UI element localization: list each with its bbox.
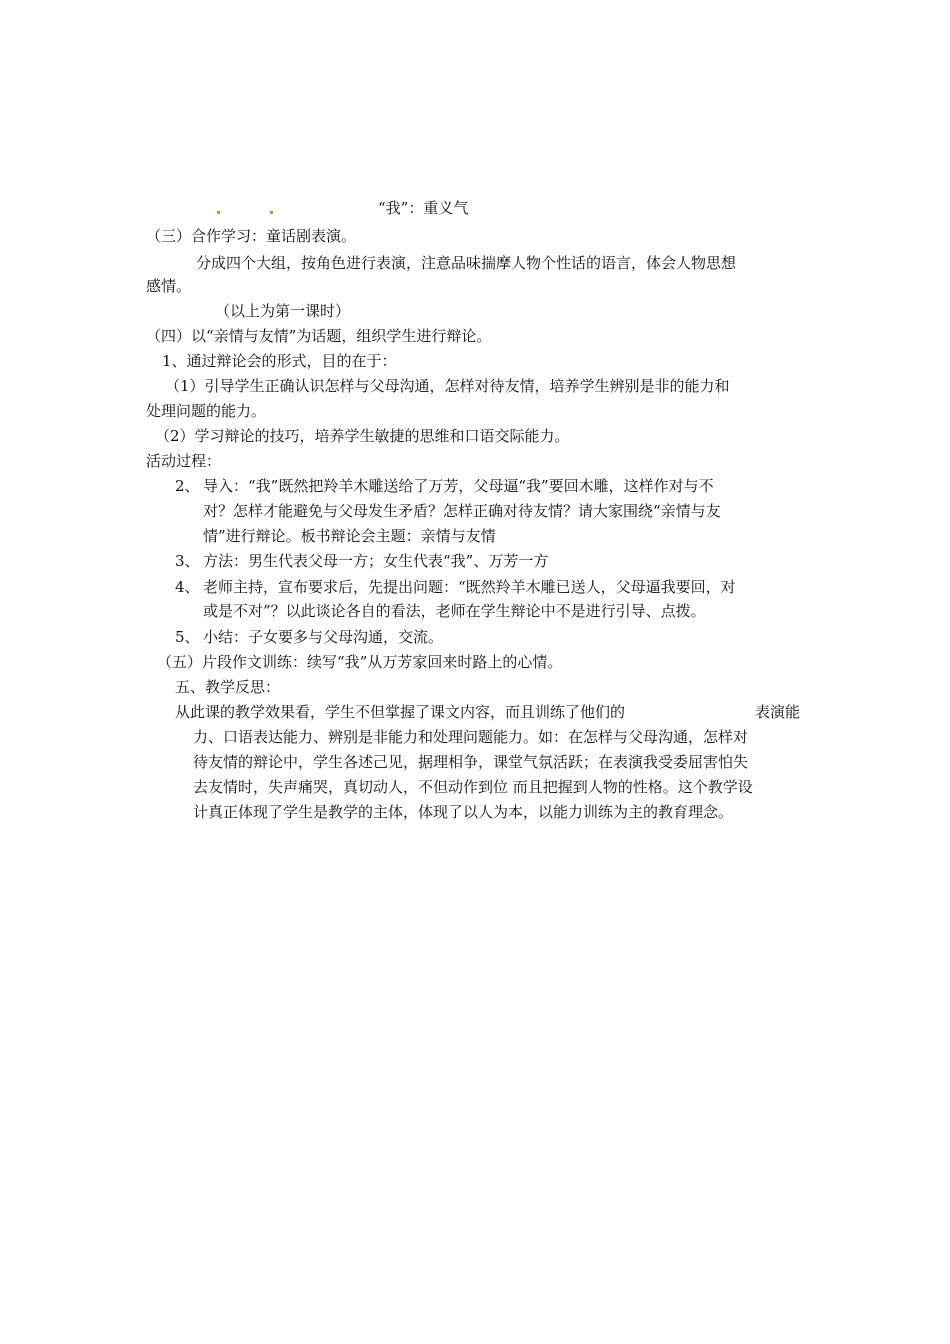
- step-4-line-2: 或是不对”？以此谈论各自的看法，老师在学生辩论中不是进行引导、点拨。: [203, 602, 706, 620]
- reflection-line-3: 待友情的辩论中，学生各述己见，据理相争，课堂气氛活跃；在表演我受委屈害怕失: [193, 753, 749, 771]
- section-3-body-line-1: 分成四个大组，按角色进行表演，注意品味揣摩人物个性话的语言，体会人物思想: [196, 254, 737, 272]
- step-5-number: 5、: [175, 628, 200, 646]
- step-2-line-3: 情”进行辩论。板书辩论会主题：亲情与友情: [203, 527, 496, 545]
- step-2-line-1: 导入：“我”既然把羚羊木雕送给了万芳，父母逼“我”要回木雕，这样作对与不: [203, 477, 714, 495]
- reflection-line-1-a: 从此课的教学效果看，学生不但掌握了课文内容，而且训练了他们的: [175, 703, 626, 721]
- section-4-heading: （四）以“亲情与友情”为话题，组织学生进行辩论。: [146, 327, 492, 345]
- first-lesson-note: （以上为第一课时）: [215, 302, 351, 320]
- decorative-dot: [217, 211, 220, 214]
- sub-item-1-line-2: 处理问题的能力。: [146, 402, 267, 420]
- section-3-heading: （三）合作学习：童话剧表演。: [146, 227, 357, 245]
- sub-item-2: （2）学习辩论的技巧，培养学生敏捷的思维和口语交际能力。: [155, 427, 570, 445]
- process-label: 活动过程：: [146, 452, 222, 470]
- sub-item-1-line-1: （1）引导学生正确认识怎样与父母沟通，怎样对待友情，培养学生辨别是非的能力和: [165, 377, 730, 395]
- step-2-number: 2、: [175, 477, 200, 495]
- step-2-line-2: 对？怎样才能避免与父母发生矛盾？怎样正确对待友情？请大家围绕“亲情与友: [203, 502, 721, 520]
- section-3-body-line-2: 感情。: [146, 277, 192, 295]
- reflection-line-5: 计真正体现了学生是教学的主体，体现了以人为本，以能力训练为主的教育理念。: [193, 803, 734, 821]
- step-4-line-1: 老师主持，宣布要求后，先提出问题：“既然羚羊木雕已送人，父母逼我要回，对: [203, 578, 736, 596]
- reflection-heading: 五、教学反思：: [175, 678, 281, 696]
- reflection-line-2: 力、口语表达能力、辨别是非能力和处理问题能力。如：在怎样与父母沟通，怎样对: [193, 728, 749, 746]
- section-5-heading: （五）片段作文训练：续写“我”从万芳家回来时路上的心情。: [157, 653, 563, 671]
- decorative-dot: [270, 211, 273, 214]
- step-3-number: 3、: [175, 552, 200, 570]
- step-5-text: 小结：子女要多与父母沟通，交流。: [203, 628, 444, 646]
- step-3-text: 方法：男生代表父母一方；女生代表“我”、万芳一方: [203, 552, 549, 570]
- reflection-line-4: 去友情时，失声痛哭，真切动人，不但动作到位 而且把握到人物的性格。这个教学设: [193, 778, 753, 796]
- item-1: 1、通过辩论会的形式，目的在于：: [162, 352, 397, 370]
- reflection-line-1-b: 表演能: [755, 703, 801, 721]
- top-line: “我”：重义气: [378, 199, 469, 217]
- step-4-number: 4、: [175, 578, 200, 596]
